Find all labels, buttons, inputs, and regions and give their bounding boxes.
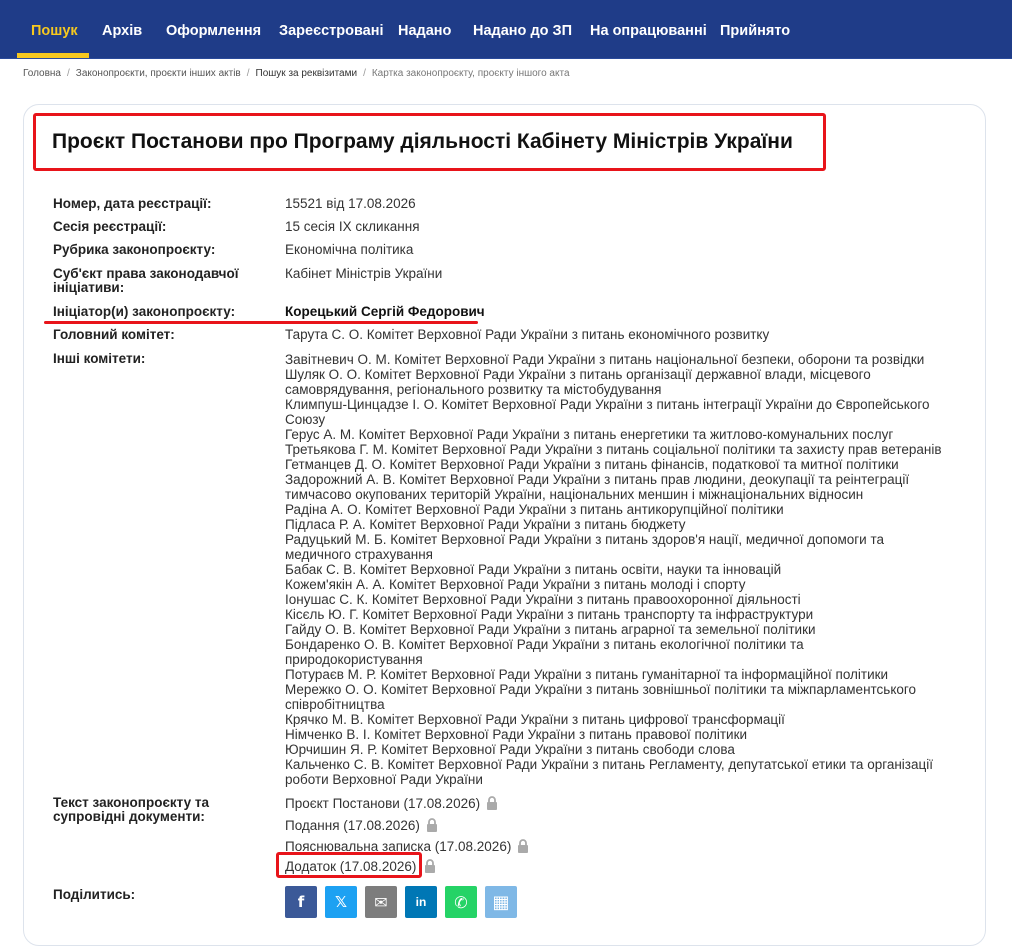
rubric-label: Рубрика законопроєкту: — [53, 242, 216, 257]
document-title[interactable]: Проєкт Постанови (17.08.2026) — [285, 796, 481, 811]
nav-item-submitted-zp[interactable]: Надано до ЗП — [473, 23, 573, 39]
breadcrumb-home[interactable]: Головна — [23, 68, 61, 79]
nav-item-in-processing[interactable]: На опрацюванні — [590, 23, 707, 39]
main-committee-value: Тарута С. О. Комітет Верховної Ради України з питань економічного розвитку — [285, 327, 770, 342]
documents-label-line2: супровідні документи: — [53, 809, 205, 824]
whatsapp-icon: ✆ — [454, 892, 468, 912]
committee-line: Завітневич О. М. Комітет Верховної Ради України з питань національної безпеки, оборони та розвідки — [285, 352, 925, 367]
committee-line: Підласа Р. А. Комітет Верховної Ради України з питань бюджету — [285, 517, 686, 532]
nav-item-submitted[interactable]: Надано — [398, 23, 452, 39]
breadcrumb: Головна / Законопроєкти, проєкти інших актів / Пошук за реквізитами / Картка законопроєкту, проєкту іншого акта — [23, 68, 570, 79]
rubric-value: Економічна політика — [285, 242, 414, 257]
linkedin-icon: in — [415, 895, 427, 909]
committee-line: Радуцький М. Б. Комітет Верховної Ради України з питань здоров'я нації, медичної допомоги та — [285, 532, 884, 547]
committee-line: Кісєль Ю. Г. Комітет Верховної Ради України з питань транспорту та інфраструктури — [285, 607, 814, 622]
committee-line: Бабак С. В. Комітет Верховної Ради України з питань освіти, науки та інновацій — [285, 562, 782, 577]
breadcrumb-current: Картка законопроєкту, проєкту іншого акта — [371, 68, 570, 79]
nav-item-accepted[interactable]: Прийнято — [720, 23, 791, 39]
x-share-button[interactable] — [325, 886, 357, 918]
lock-icon — [517, 839, 529, 853]
top-navigation — [0, 0, 1012, 59]
committee-line: співробітництва — [285, 697, 385, 712]
nav-item-formalization[interactable]: Оформлення — [166, 23, 262, 39]
subject-label-line1: Суб'єкт права законодавчої — [53, 266, 239, 281]
lock-icon — [426, 818, 438, 832]
committee-line: тимчасово окупованих територій України, національних меншин і міжнаціональних відносин — [285, 487, 864, 502]
nav-item-search[interactable]: Пошук — [31, 23, 78, 39]
other-committees-list — [285, 352, 955, 787]
committee-line: самоврядування, регіонального розвитку та містобудування — [285, 382, 662, 397]
lock-icon — [424, 859, 436, 873]
committee-line: Кожем'якін А. А. Комітет Верховної Ради України з питань молоді і спорту — [285, 577, 746, 592]
subject-value: Кабінет Міністрів України — [285, 266, 443, 281]
active-tab-indicator — [17, 53, 89, 58]
email-share-button[interactable] — [365, 886, 397, 918]
nav-item-archive[interactable]: Архів — [102, 23, 143, 39]
committee-line: Радіна А. О. Комітет Верховної Ради України з питань антикорупційної політики — [285, 502, 784, 517]
committee-line: медичного страхування — [285, 547, 433, 562]
document-title[interactable]: Пояснювальна записка (17.08.2026) — [285, 839, 512, 854]
email-icon: ✉ — [374, 892, 388, 912]
main-committee-label: Головний комітет: — [53, 327, 175, 342]
x-icon: 𝕏 — [334, 893, 348, 911]
other-committees-label: Інші комітети: — [53, 351, 146, 366]
committee-line: Гайду О. В. Комітет Верховної Ради України з питань аграрної та земельної політики — [285, 622, 816, 637]
committee-line: Бондаренко О. В. Комітет Верховної Ради України з питань екологічної політики та — [285, 637, 804, 652]
initiator-label: Ініціатор(и) законопроєкту: — [53, 304, 236, 319]
document-link[interactable] — [285, 818, 438, 834]
facebook-icon: f — [297, 893, 305, 911]
committee-line: Третьякова Г. М. Комітет Верховної Ради України з питань соціальної політики та захисту прав ветеранів — [285, 442, 942, 457]
committee-line: Шуляк О. О. Комітет Верховної Ради України з питань організації державної влади, місцевого — [285, 367, 871, 382]
subject-label-line2: ініціативи: — [53, 280, 125, 295]
initiator-underline-annotation — [44, 321, 478, 324]
committee-line: Іонушас С. К. Комітет Верховної Ради України з питань правоохоронної діяльності — [285, 592, 801, 607]
session-label: Сесія реєстрації: — [53, 219, 167, 234]
breadcrumb-bills[interactable]: Законопроєкти, проєкти інших актів — [75, 68, 241, 79]
breadcrumb-search[interactable]: Пошук за реквізитами — [255, 68, 358, 79]
lock-icon — [486, 796, 498, 810]
document-title[interactable]: Подання (17.08.2026) — [285, 818, 420, 833]
committee-line: Климпуш-Цинцадзе І. О. Комітет Верховної Ради України з питань інтеграції України до Європейського — [285, 397, 930, 412]
qr-code-button[interactable] — [485, 886, 517, 918]
committee-line: Кальченко С. В. Комітет Верховної Ради України з питань Регламенту, депутатської етики та організації — [285, 757, 933, 772]
linkedin-share-button[interactable] — [405, 886, 437, 918]
page-title: Проєкт Постанови про Програму діяльності Кабінету Міністрів України — [52, 130, 793, 153]
committee-line: Крячко М. В. Комітет Верховної Ради України з питань цифрової трансформації — [285, 712, 785, 727]
facebook-share-button[interactable] — [285, 886, 317, 918]
nav-item-registered[interactable]: Зареєстровані — [279, 23, 384, 39]
committee-line: Потураєв М. Р. Комітет Верховної Ради України з питань гуманітарної та інформаційної політики — [285, 667, 889, 682]
document-link[interactable] — [285, 796, 498, 812]
number-value: 15521 від 17.08.2026 — [285, 196, 416, 211]
committee-line: Гетманцев Д. О. Комітет Верховної Ради України з питань фінансів, податкової та митної політики — [285, 457, 899, 472]
committee-line: роботи Верховної Ради України — [285, 772, 483, 787]
session-value: 15 сесія IX скликання — [285, 219, 420, 234]
whatsapp-share-button[interactable] — [445, 886, 477, 918]
document-title[interactable]: Додаток (17.08.2026) — [285, 859, 417, 874]
committee-line: природокористування — [285, 652, 423, 667]
committee-line: Герус А. М. Комітет Верховної Ради України з питань енергетики та житлово-комунальних послуг — [285, 427, 894, 442]
initiator-value: Корецький Сергій Федорович — [285, 304, 485, 319]
committee-line: Союзу — [285, 412, 326, 427]
document-highlight-box — [276, 852, 422, 878]
committee-line: Задорожний А. В. Комітет Верховної Ради України з питань прав людини, деокупації та реінтеграції — [285, 472, 910, 487]
committee-line: Мережко О. О. Комітет Верховної Ради України з питань зовнішньої політики та міжпарламентського — [285, 682, 917, 697]
number-label: Номер, дата реєстрації: — [53, 196, 212, 211]
share-label: Поділитись: — [53, 887, 136, 902]
committee-line: Юрчишин Я. Р. Комітет Верховної Ради України з питань свободи слова — [285, 742, 735, 757]
qr-code-icon: ▦ — [492, 891, 510, 913]
committee-line: Німченко В. І. Комітет Верховної Ради України з питань правової політики — [285, 727, 748, 742]
documents-label-line1: Текст законопроєкту та — [53, 795, 209, 810]
